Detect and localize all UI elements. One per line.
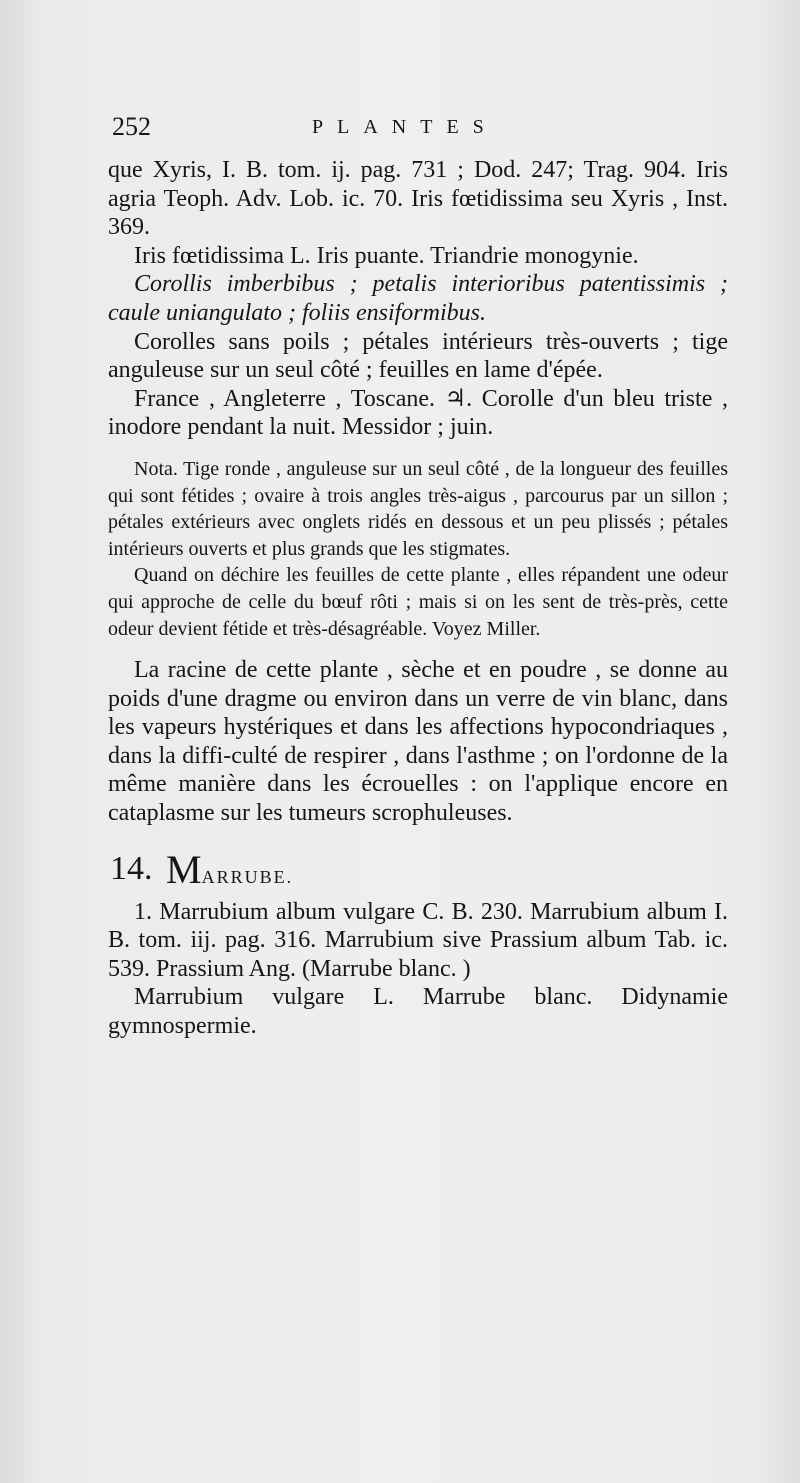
section-title-rest: ARRUBE.	[201, 866, 294, 887]
paragraph-french-diagnosis: Corolles sans poils ; pétales intérieurs très-ouverts ; tige anguleuse sur un seul côté ; feuilles en lame d'épée.	[108, 328, 728, 384]
section-title-initial: M	[166, 846, 202, 892]
paragraph-latin-diagnosis: Corollis imberbibus ; petalis interioribus patentissimis ; caule uniangulato ; foliis ensiformibus.	[108, 271, 728, 326]
paragraph-nota: Nota. Tige ronde , anguleuse sur un seul côté , de la longueur des feuilles qui sont fétides ; ovaire à trois angles très-aigus , parcourus par un sillon ; pétales extérieurs avec onglets ridés en dessous et un peu plissés ; pétales intérieurs ouverts et plus grands que les stigmates.	[108, 457, 728, 560]
paragraph-synonyms-marrubium: 1. Marrubium album vulgare C. B. 230. Marrubium album I. B. tom. iij. pag. 316. Marrubium sive Prassium album Tab. ic. 539. Prassium Ang. (Marrube blanc. )	[108, 898, 728, 982]
section-title	[166, 846, 293, 893]
page-number: 252	[112, 112, 151, 141]
paragraph-synonyms-iris: que Xyris, I. B. tom. ij. pag. 731 ; Dod. 247; Trag. 904. Iris agria Teoph. Adv. Lob. ic. 70. Iris fœtidissima seu Xyris , Inst. 369.	[108, 157, 728, 241]
running-title: PLANTES	[312, 116, 498, 138]
page-header	[112, 112, 732, 152]
section-heading-marrube	[108, 842, 728, 894]
body-text	[108, 156, 728, 1041]
paragraph-linnaean-name: Iris fœtidissima L. Iris puante. Triandrie monogynie.	[134, 242, 639, 269]
section-number: 14.	[110, 849, 153, 887]
paragraph-marrubium-vulgare: Marrubium vulgare L. Marrube blanc. Didynamie gymnospermie.	[108, 984, 728, 1040]
paragraph-habitat: France , Angleterre , Toscane. ♃. Corolle d'un bleu triste , inodore pendant la nuit. Messidor ; juin.	[108, 385, 728, 441]
paragraph-odor: Quand on déchire les feuilles de cette plante , elles répandent une odeur qui approche de celle du bœuf rôti ; mais si on les sent de très-près, cette odeur devient fétide et très-désagréable. Voyez Miller.	[108, 564, 728, 640]
paragraph-medical-use: La racine de cette plante , sèche et en poudre , se donne au poids d'une dragme ou environ dans un verre de vin blanc, dans les vapeurs hystériques et dans les affections hypocondriaques , dans la diffi-culté de respirer , dans l'asthme ; on l'ordonne de la même manière dans les écrouelles : on l'applique encore en cataplasme sur les tumeurs scrophuleuses.	[108, 657, 728, 827]
